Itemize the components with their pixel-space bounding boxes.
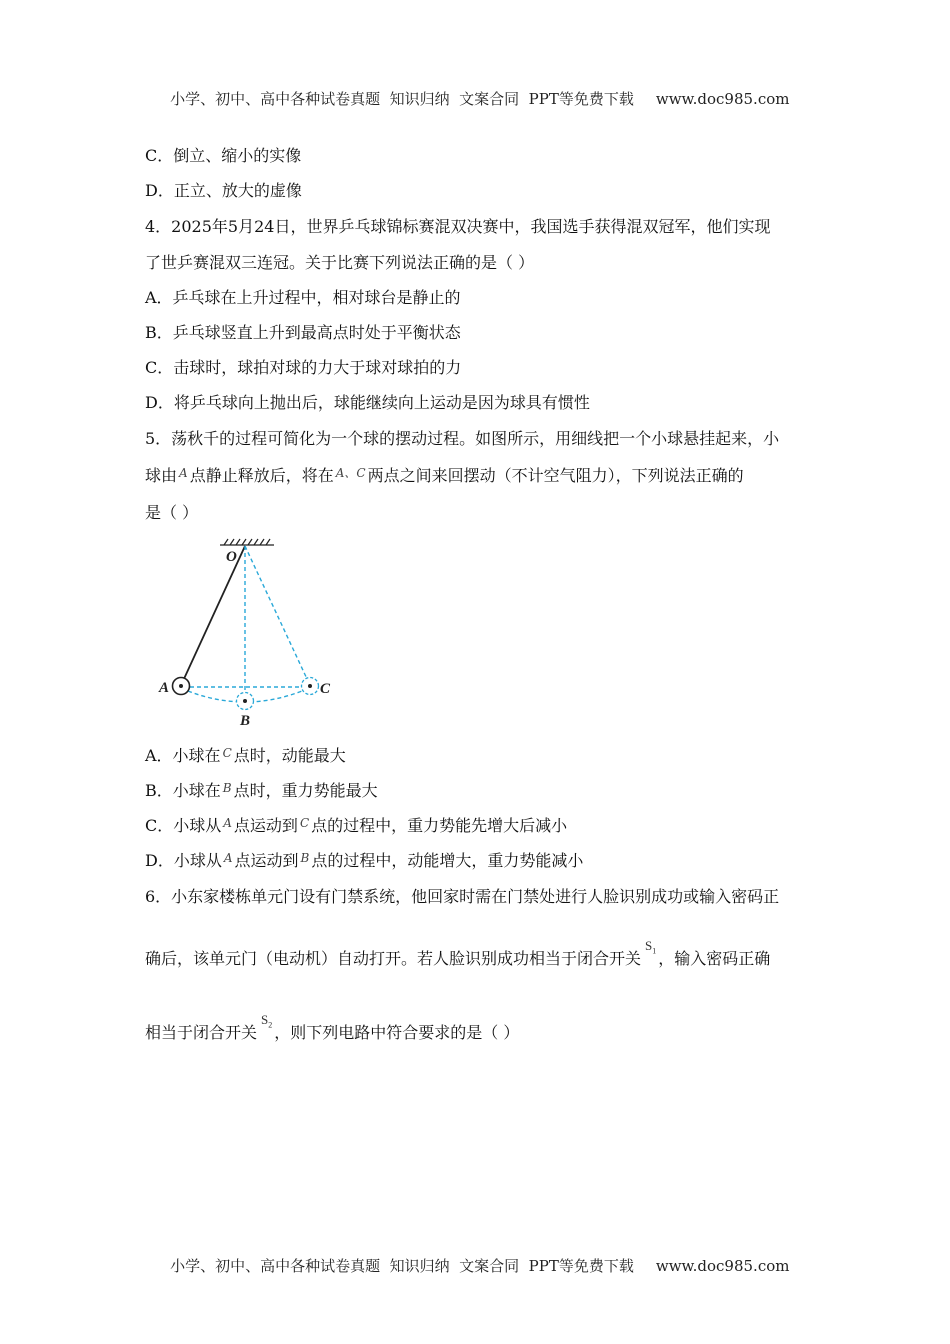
q5-option-c: C．小球从 $^A$ 点运动到 $^C$ 点的过程中，重力势能先增大后减小: [145, 816, 568, 835]
page-footer: [0, 1237, 950, 1276]
footer-url[interactable]: www.doc985.com: [655, 1257, 790, 1275]
q5-option-d: D．小球从 $^A$ 点运动到 $^B$ 点的过程中，动能增大，重力势能减小: [145, 851, 584, 870]
switch-s2: S2: [261, 1012, 273, 1030]
q5-option-b: B．小球在 $^B$ 点时，重力势能最大: [145, 781, 378, 800]
q4-option-d: D．将乒乓球向上抛出后，球能继续向上运动是因为球具有惯性: [145, 393, 590, 412]
q3-option-d: D．正立、放大的虚像: [145, 181, 302, 200]
q4-option-b: B．乒乓球竖直上升到最高点时处于平衡状态: [145, 323, 461, 342]
q4-stem-line1: 4．2025年5月24日，世界乒乓球锦标赛混双决赛中，我国选手获得混双冠军，他们实现: [145, 217, 771, 236]
label-a: A: [159, 680, 170, 696]
var-ac: A、C: [335, 466, 366, 480]
q5-stem-line3: 是（ ）: [145, 503, 199, 522]
page-header: [0, 70, 950, 109]
q5-stem-line1: 5．荡秋千的过程可简化为一个球的摆动过程。如图所示，用细线把一个小球悬挂起来，小: [145, 429, 780, 448]
q6-stem-line3: 相当于闭合开关$^{S_2}$ ，则下列电路中符合要求的是（ ）: [145, 1012, 520, 1042]
q4-option-c: C．击球时，球拍对球的力大于球对球拍的力: [145, 358, 462, 377]
header-url[interactable]: www.doc985.com: [655, 90, 790, 108]
q6-stem-line1: 6．小东家楼栋单元门设有门禁系统，他回家时需在门禁处进行人脸识别成功或输入密码正: [145, 887, 780, 906]
var-a: A: [179, 466, 188, 480]
q5-stem-line2: 球由 $^A$ 点静止释放后，将在 $^{A、C}$ 两点之间来回摆动（不计空气阻力），下列说法正确的: [145, 466, 744, 485]
header-text: 小学、初中、高中各种试卷真题 知识归纳 文案合同 PPT等免费下载: [170, 90, 634, 108]
q4-option-a: A．乒乓球在上升过程中，相对球台是静止的: [145, 288, 461, 307]
string-to-a: [183, 546, 245, 681]
q5-option-a: A．小球在 $^C$ 点时，动能最大: [145, 746, 346, 765]
label-b: B: [240, 713, 251, 729]
footer-text: 小学、初中、高中各种试卷真题 知识归纳 文案合同 PPT等免费下载: [170, 1257, 634, 1275]
dashed-string-c: [245, 546, 308, 681]
q6-stem-line2: 确后，该单元门（电动机）自动打开。若人脸识别成功相当于闭合开关$^{S_1}$ ，输入密码正确: [145, 938, 771, 968]
pendulum-figure: [150, 535, 350, 735]
label-o: O: [226, 549, 237, 565]
q3-option-c: C．倒立、缩小的实像: [145, 146, 302, 165]
q4-stem-line2: 了世乒赛混双三连冠。关于比赛下列说法正确的是（ ）: [145, 253, 535, 272]
switch-s1: S1: [645, 938, 657, 956]
label-c: C: [320, 681, 331, 697]
ceiling-hatch: [220, 539, 274, 545]
